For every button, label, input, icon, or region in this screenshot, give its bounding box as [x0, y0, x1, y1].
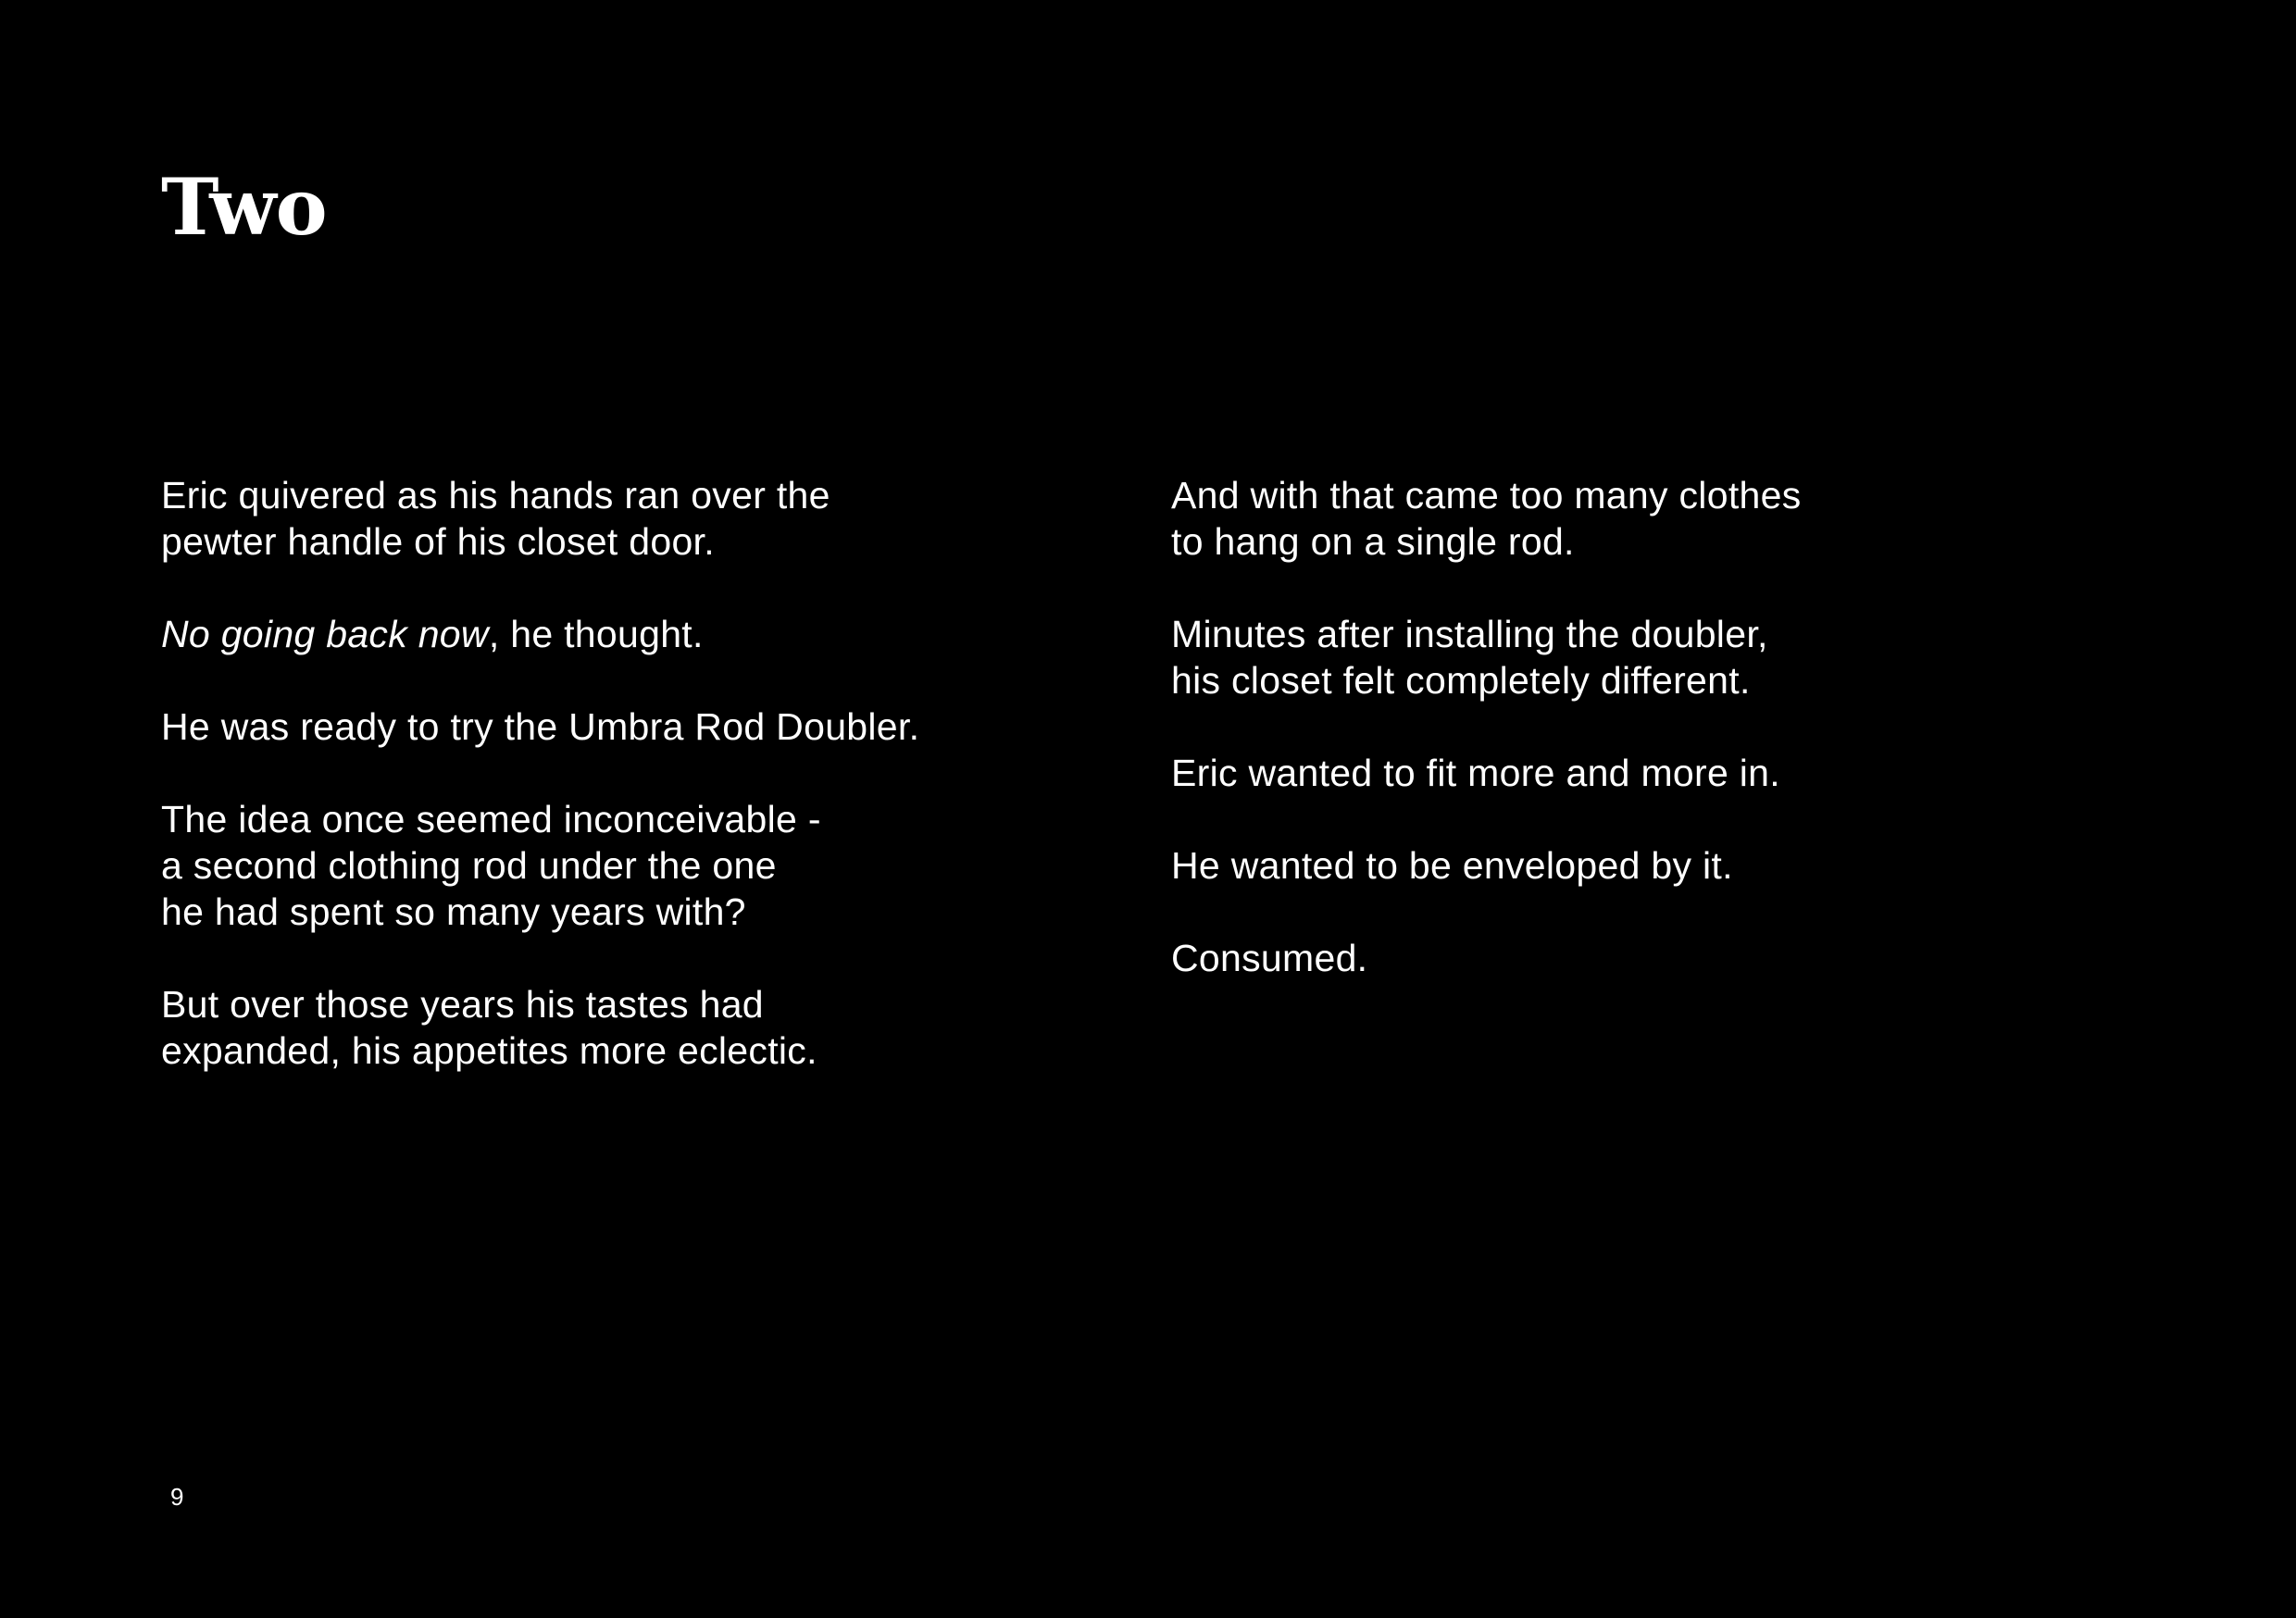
text-line: he had spent so many years with?: [161, 890, 746, 933]
text-line: expanded, his appetites more eclectic.: [161, 1029, 817, 1072]
text-line: He wanted to be enveloped by it.: [1171, 844, 1733, 887]
text-line: [161, 611, 1013, 657]
paragraph-tastes: [161, 981, 1013, 1074]
text-line: to hang on a single rod.: [1171, 520, 1575, 563]
page-number: 9: [170, 1483, 184, 1511]
italic-thought: No going back now: [161, 613, 489, 655]
text-line: pewter handle of his closet door.: [161, 520, 715, 563]
text-line: And with that came too many clothes: [1171, 474, 1802, 517]
text-line: Consumed.: [1171, 937, 1368, 979]
text-line: Minutes after installing the doubler,: [1171, 613, 1768, 655]
text-line: his closet felt completely different.: [1171, 659, 1751, 702]
text-line: He was ready to try the Umbra Rod Doubler.: [161, 705, 920, 748]
paragraph-thought: [161, 611, 1013, 657]
paragraph-consumed: [1171, 935, 2023, 981]
paragraph-clothes: [1171, 472, 2023, 565]
paragraph-fit-more: [1171, 750, 2023, 796]
right-column: [1171, 472, 2023, 1027]
text-line: But over those years his tastes had: [161, 983, 764, 1026]
paragraph-closet-door: [161, 472, 1013, 565]
text-line: Eric quivered as his hands ran over the: [161, 474, 830, 517]
text-line: a second clothing rod under the one: [161, 844, 777, 887]
text-line: The idea once seemed inconceivable -: [161, 798, 821, 840]
paragraph-enveloped: [1171, 842, 2023, 889]
paragraph-idea: [161, 796, 1013, 935]
left-column: [161, 472, 1013, 1120]
chapter-title: Two: [161, 161, 327, 253]
paragraph-installing: [1171, 611, 2023, 703]
thought-attribution: , he thought.: [488, 613, 704, 655]
text-line: Eric wanted to fit more and more in.: [1171, 752, 1780, 794]
paragraph-ready: [161, 703, 1013, 750]
